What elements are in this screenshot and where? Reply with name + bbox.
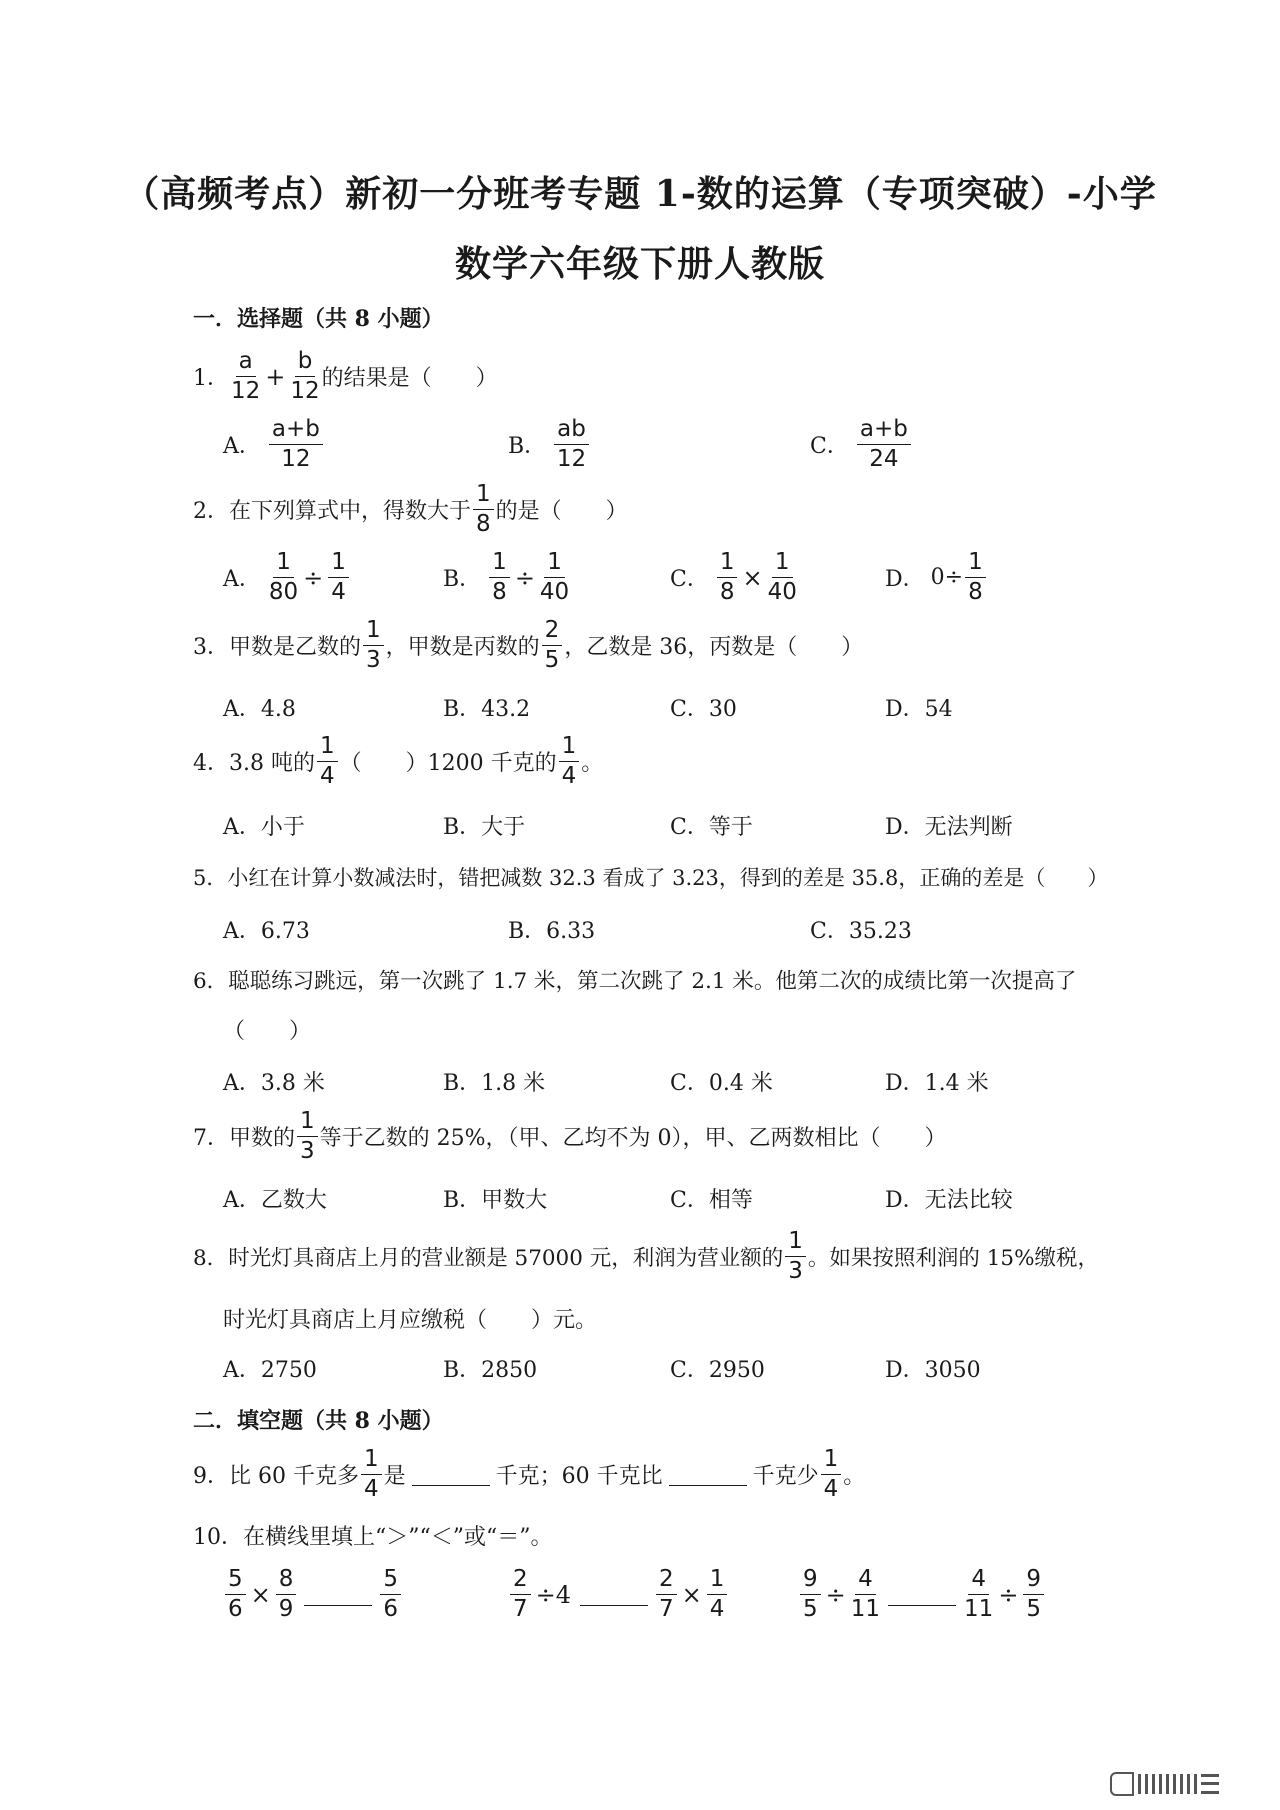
question-8-continued: 时光灯具商店上月应缴税（ ）元。	[223, 1308, 598, 1333]
fraction: a 12	[231, 348, 261, 404]
fraction: $\frac{b}{12}$	[290, 348, 320, 404]
question-9: 9． 比 60 千克多 1 4 是 千克；60 千克比 千克少 1 4 。	[193, 1446, 866, 1502]
comparison-1: $\frac{5}{6}$ × $\frac{8}{9}$ 5 6	[223, 1568, 403, 1621]
option-b[interactable]: B． ab 12	[508, 418, 591, 471]
fraction: $\frac{2}{7}$	[510, 1568, 531, 1621]
fraction: a+b 12	[269, 418, 323, 471]
fraction: 1 3	[785, 1230, 806, 1283]
question-text: 在下列算式中，得数大于	[229, 499, 472, 524]
fraction: $\frac{9}{5}$	[800, 1568, 821, 1621]
fraction: a+b 24	[857, 418, 911, 471]
question-8: 8． 时光灯具商店上月的营业额是 57000 元，利润为营业额的 1 3 。如果按照利润的 15%缴税，	[193, 1228, 1100, 1284]
fraction: $\frac{1}{8}$	[965, 551, 986, 604]
fraction: $\frac{5}{6}$	[225, 1568, 246, 1621]
answer-blank[interactable]	[669, 1463, 747, 1486]
question-10: 10．在横线里填上“＞”“＜”或“＝”。	[193, 1525, 553, 1550]
question-number: 1．	[193, 366, 229, 391]
option-c[interactable]: C．相等	[670, 1188, 753, 1213]
fraction: 1 4	[821, 1448, 842, 1501]
question-text: 的是（ ）	[495, 499, 628, 524]
divider-icon	[1145, 1774, 1148, 1794]
option-d[interactable]: D．54	[885, 697, 953, 722]
question-number: 8．	[193, 1246, 229, 1271]
fraction: $\frac{4}{11}$	[850, 1566, 881, 1622]
option-d[interactable]: D．3050	[885, 1358, 981, 1383]
option-c[interactable]: C．30	[670, 697, 737, 722]
question-text: 的结果是（ ）	[321, 366, 498, 391]
divider-icon	[1173, 1774, 1176, 1794]
operator: +	[265, 362, 286, 391]
question-3: 3． 甲数是乙数的 1 3 ，甲数是丙数的 2 5 ，乙数是 36，丙数是（ ）	[193, 617, 864, 673]
option-a[interactable]: A．3.8 米	[223, 1071, 325, 1096]
fraction: 1 4	[317, 735, 338, 788]
answer-blank[interactable]	[412, 1463, 490, 1486]
question-7: 7． 甲数的 1 3 等于乙数的 25%，（甲、乙均不为 0），甲、乙两数相比（ ）	[193, 1108, 947, 1164]
fraction: 1 3	[363, 619, 384, 672]
fraction: 5 6	[380, 1568, 401, 1621]
page-icon	[1110, 1772, 1134, 1796]
fraction: $\frac{9}{5}$	[1023, 1568, 1044, 1621]
page-title-line-2: 数学六年级下册人教版	[454, 243, 825, 285]
fraction: 1 4	[559, 735, 580, 788]
answer-blank[interactable]	[888, 1583, 956, 1606]
fraction: $\frac{1}{4}$	[328, 551, 349, 604]
option-d[interactable]: D．1.4 米	[885, 1071, 989, 1096]
option-a[interactable]: A． $\frac{1}{80}$ ÷ $\frac{1}{4}$	[223, 551, 351, 604]
comparison-3: $\frac{9}{5}$ ÷ $\frac{4}{11}$ $\frac{4}{11}$ ÷ $\frac{9}{5}$	[798, 1568, 1046, 1621]
question-6-continued: （ ）	[223, 1019, 312, 1044]
fraction: ab 12	[554, 418, 589, 471]
option-c[interactable]: C．2950	[670, 1358, 765, 1383]
section-heading-fill: 二．填空题（共 8 小题）	[193, 1408, 444, 1434]
option-b[interactable]: B． $\frac{1}{8}$ ÷ $\frac{1}{40}$	[443, 549, 570, 605]
page-title-line-1: （高频考点）新初一分班考专题 1-数的运算（专项突破）-小学	[123, 173, 1157, 215]
option-a[interactable]: A．4.8	[223, 697, 296, 722]
option-a[interactable]: A．2750	[223, 1358, 317, 1383]
fraction: 2 5	[542, 619, 563, 672]
divider-icon	[1159, 1774, 1162, 1794]
question-5: 5．小红在计算小数减法时，错把减数 32.3 看成了 3.23，得到的差是 35.8，正确的差是（ ）	[193, 866, 1109, 890]
question-number: 4．	[193, 751, 229, 776]
option-a[interactable]: A． a+b 12	[223, 418, 325, 471]
divider-icon	[1166, 1774, 1169, 1794]
option-b[interactable]: B．2850	[443, 1358, 538, 1383]
option-b[interactable]: B．43.2	[443, 697, 531, 722]
fraction: $\frac{1}{80}$	[268, 549, 299, 605]
option-a[interactable]: A．乙数大	[223, 1188, 327, 1213]
option-d[interactable]: D． 0÷ $\frac{1}{8}$	[885, 551, 988, 604]
option-c[interactable]: C． $\frac{1}{8}$ × $\frac{1}{40}$	[670, 549, 797, 605]
comparison-2: $\frac{2}{7}$ ÷4 $\frac{2}{7}$ × $\frac{1}{4}$	[508, 1568, 729, 1621]
fraction: $\frac{4}{11}$	[964, 1566, 994, 1622]
option-c[interactable]: C．等于	[670, 815, 753, 840]
option-d[interactable]: D．无法比较	[885, 1188, 1013, 1213]
fraction: 1 8	[473, 483, 494, 536]
question-2	[193, 483, 628, 536]
option-b[interactable]: B．大于	[443, 815, 526, 840]
fraction: $\frac{1}{4}$	[707, 1568, 728, 1621]
fraction: $\frac{1}{40}$	[767, 549, 797, 605]
option-c[interactable]: C．35.23	[810, 919, 912, 944]
menu-icon[interactable]	[1201, 1774, 1219, 1794]
fraction: $\frac{1}{8}$	[717, 551, 738, 604]
fraction: $\frac{8}{9}$	[276, 1568, 297, 1621]
answer-blank[interactable]	[304, 1583, 372, 1606]
option-b[interactable]: B．6.33	[508, 919, 596, 944]
option-a[interactable]: A．6.73	[223, 919, 310, 944]
divider-icon	[1194, 1774, 1197, 1794]
section-heading-choice: 一．选择题（共 8 小题）	[193, 306, 444, 332]
question-6: 6．聪聪练习跳远，第一次跳了 1.7 米，第二次跳了 2.1 米。他第二次的成绩比第一次提高了	[193, 969, 1077, 994]
fraction: 1 3	[297, 1110, 318, 1163]
answer-blank[interactable]	[580, 1583, 648, 1606]
divider-icon	[1138, 1774, 1141, 1794]
viewer-toolbar[interactable]	[1110, 1772, 1260, 1796]
question-number: 2．	[193, 499, 229, 524]
option-a[interactable]: A．小于	[223, 815, 305, 840]
option-c[interactable]: C． a+b 24	[810, 418, 913, 471]
fraction: 1 4	[361, 1448, 382, 1501]
option-d[interactable]: D．无法判断	[885, 815, 1013, 840]
divider-icon	[1187, 1774, 1190, 1794]
divider-icon	[1180, 1774, 1183, 1794]
fraction: $\frac{2}{7}$	[656, 1568, 677, 1621]
fraction: $\frac{1}{40}$	[539, 549, 570, 605]
fraction: $\frac{1}{8}$	[489, 551, 510, 604]
option-c[interactable]: C．0.4 米	[670, 1071, 773, 1096]
question-number: 9．	[193, 1464, 229, 1489]
question-1	[193, 350, 498, 403]
option-b[interactable]: B．甲数大	[443, 1188, 548, 1213]
question-number: 3．	[193, 635, 229, 660]
option-b[interactable]: B．1.8 米	[443, 1071, 546, 1096]
question-4: 4． 3.8 吨的 1 4 （ ）1200 千克的 1 4 。	[193, 733, 604, 789]
divider-icon	[1152, 1774, 1155, 1794]
question-number: 7．	[193, 1126, 229, 1151]
